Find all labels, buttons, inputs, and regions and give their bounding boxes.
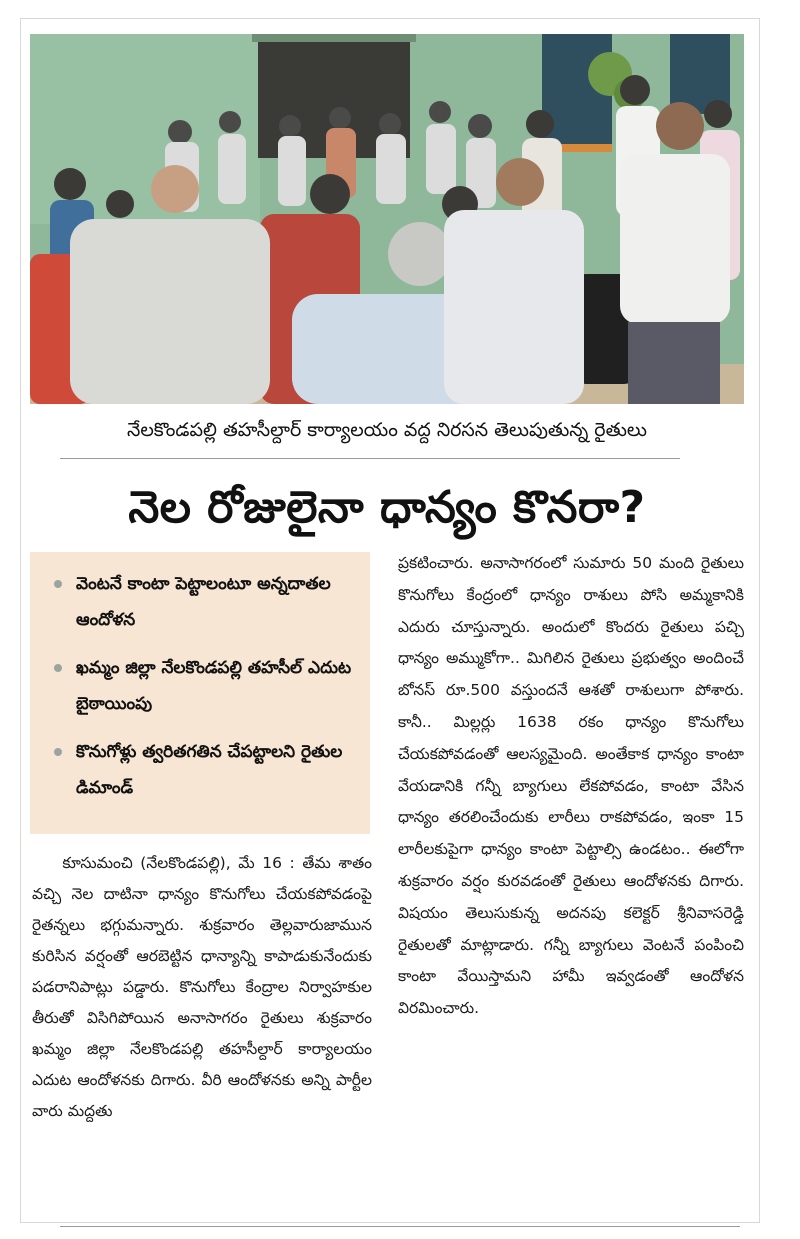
- divider: [60, 458, 680, 459]
- highlight-item: [52, 566, 356, 638]
- bullet-dot-icon: [54, 580, 62, 588]
- article-column-right: [398, 548, 744, 1025]
- dateline-text: కూసుమంచి (నేలకొండపల్లి), మే 16 :: [62, 854, 295, 872]
- article-column-left: [32, 848, 372, 1127]
- bullet-dot-icon: [54, 748, 62, 756]
- article-dateline: [32, 848, 372, 1127]
- highlight-text: ఖమ్మం జిల్లా నేలకొండపల్లి తహసీల్ ఎదుట బైఠాయింపు: [76, 658, 352, 714]
- news-photo: [30, 34, 744, 404]
- highlight-text: వెంటనే కాంటా పెట్టాలంటూ అన్నదాతల ఆందోళన: [76, 574, 331, 630]
- highlight-item: [52, 734, 356, 806]
- headline: నెల రోజులైనా ధాన్యం కొనరా?: [128, 482, 646, 533]
- article-body-left: తేమ శాతం వచ్చి నెల దాటినా ధాన్యం కొనుగోలు చేయకపోవడంపై రైతన్నలు భగ్గుమన్నారు. శుక్రవారం తెల్లవారుజామున కురిసిన వర్షంతో ఆరబెట్టిన ధాన్యాన్ని కాపాడుకునేందుకు పడరానిపాట్లు పడ్డారు. కొనుగోలు కేంద్రాల నిర్వాహకుల తీరుతో విసిగిపోయిన అనాసాగరం రైతులు శుక్రవారం ఖమ్మం జిల్లా నేలకొండపల్లి తహసీల్దార్ కార్యాలయం ఎదుట ఆందోళనకు దిగారు. వీరి ఆందోళనకు అన్ని పార్టీల వారు మద్దతు: [32, 854, 372, 1120]
- farmers-protest-photo: [30, 34, 744, 404]
- highlights-box: [30, 552, 370, 834]
- bullet-dot-icon: [54, 664, 62, 672]
- highlight-text: కొనుగోళ్లు త్వరితగతిన చేపట్టాలని రైతుల డిమాండ్: [76, 742, 343, 798]
- highlight-item: [52, 650, 356, 722]
- photo-caption: నేలకొండపల్లి తహసీల్దార్ కార్యాలయం వద్ద నిరసన తెలుపుతున్న రైతులు: [127, 419, 647, 441]
- article-body-right: ప్రకటించారు. అనాసాగరంలో సుమారు 50 మంది రైతులు కొనుగోలు కేంద్రంలో ధాన్యం రాశులు పోసి అమ్మకానికి ఎదురు చూస్తున్నారు. అందులో కొందరు రైతులు పచ్చి ధాన్యం అమ్ముకోగా.. మిగిలిన రైతులు ప్రభుత్వం అందించే బోనస్ రూ.500 వస్తుందనే ఆశతో రాశులుగా పోశారు. కానీ.. మిల్లర్లు 1638 రకం ధాన్యం కొనుగోలు చేయకపోవడంతో ఆలస్యమైంది. అంతేకాక ధాన్యం కాంటా వేయడానికి గన్నీ బ్యాగులు లేకపోవడం, కాంటా వేసిన ధాన్యం తరలించేందుకు లారీలు రాకపోవడం, ఇంకా 15 లారీలకుపైగా ధాన్యం కాంటా పెట్టాల్సి ఉండటం.. ఈలోగా శుక్రవారం వర్షం కురవడంతో రైతులు ఆందోళనకు దిగారు. విషయం తెలుసుకున్న అదనపు కలెక్టర్ శ్రీనివాసరెడ్డి రైతులతో మాట్లాడారు. గన్నీ బ్యాగులు వెంటనే పంపించి కాంటా వేయిస్తామని హామీ ఇవ్వడంతో ఆందోళన విరమించారు.: [398, 554, 744, 1018]
- divider-bottom: [60, 1226, 740, 1227]
